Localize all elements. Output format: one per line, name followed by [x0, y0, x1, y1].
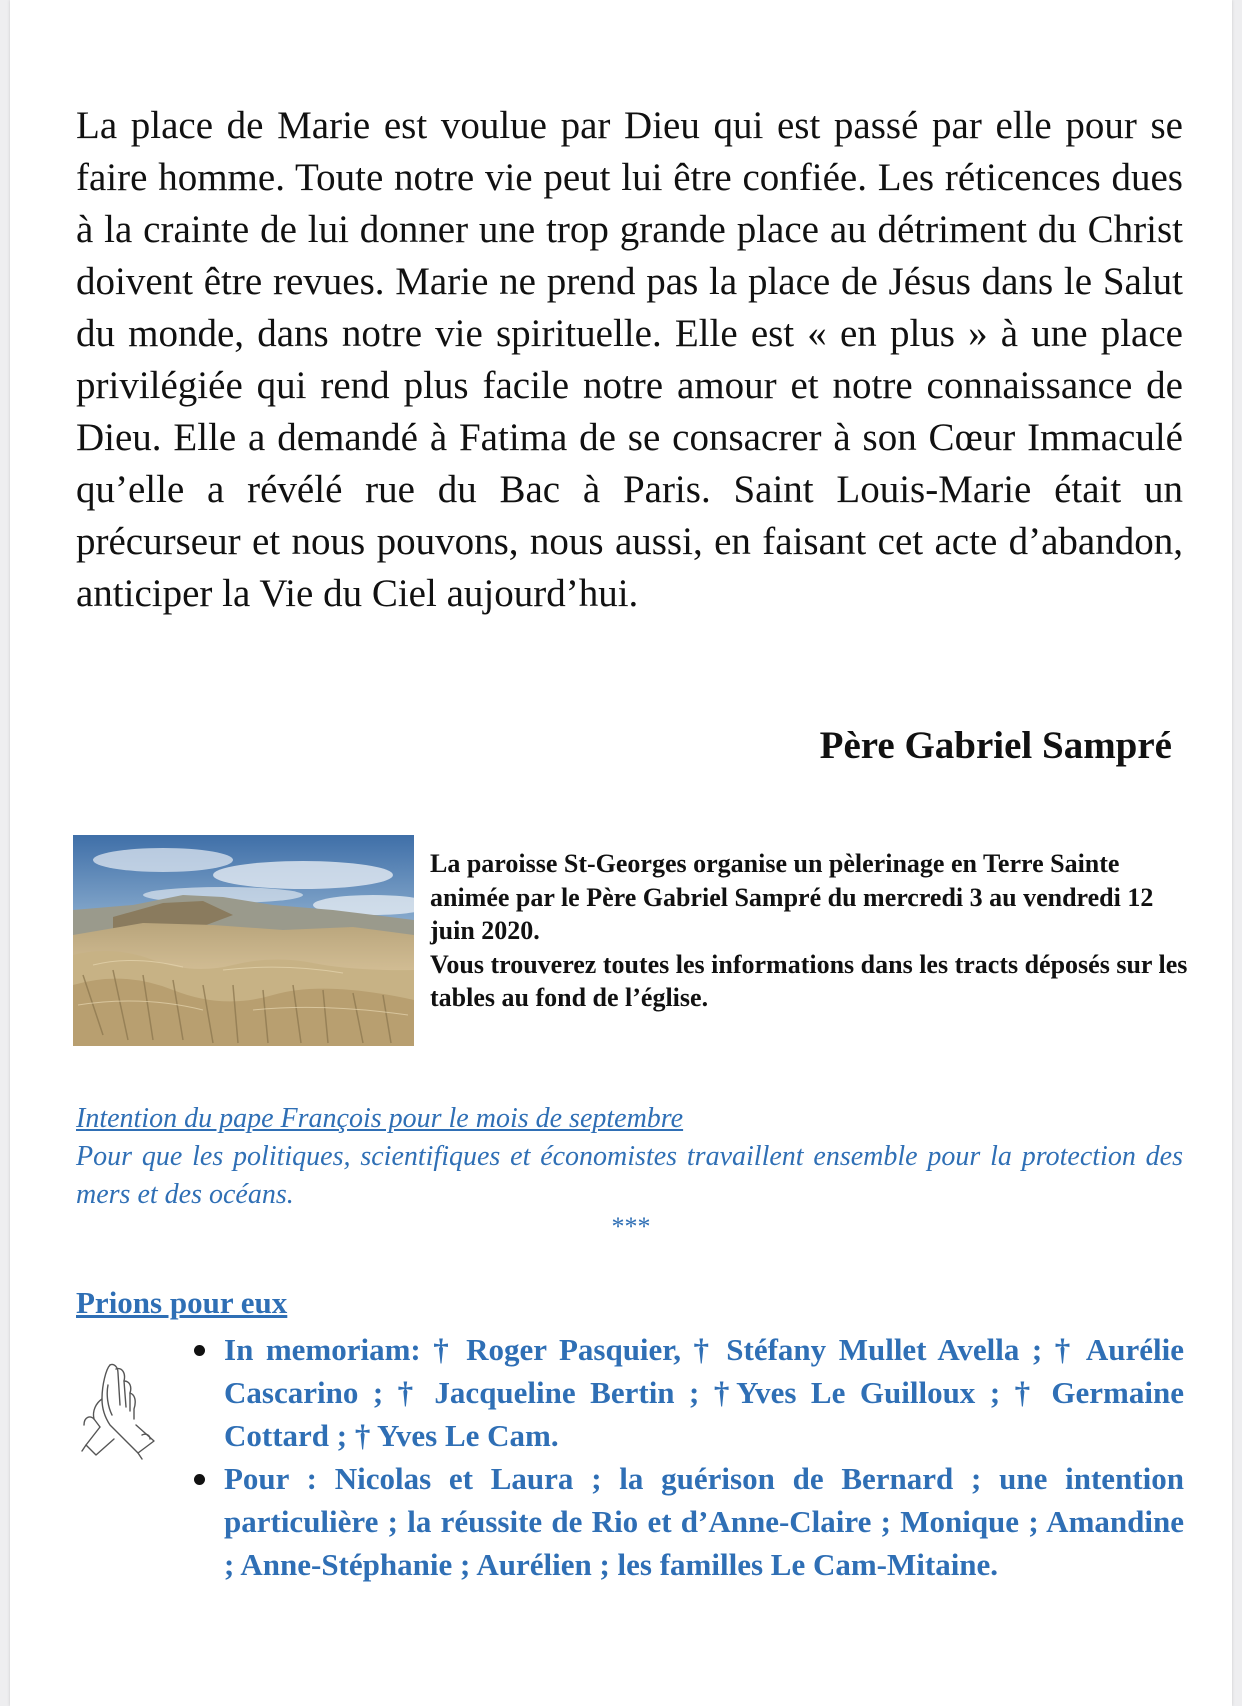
separator: ***	[611, 1212, 651, 1241]
pilgrimage-announcement	[430, 847, 1190, 1015]
intention-text: Pour que les politiques, scientifiques et économistes travaillent ensemble pour la protection des mers et des océans.	[76, 1141, 1183, 1210]
list-item: Pour : Nicolas et Laura ; la guérison de Bernard ; une intention particulière ; la réussite de Rio et d’Anne-Claire ; Monique ; Amandine ; Anne-Stéphanie ; Aurélien ; les familles Le Cam-Mitaine.	[224, 1457, 1184, 1586]
pilgrimage-info: Vous trouverez toutes les informations dans les tracts déposés sur les tables au fond de l’église.	[430, 949, 1188, 1012]
main-paragraph: La place de Marie est voulue par Dieu qui est passé par elle pour se faire homme. Toute notre vie peut lui être confiée. Les réticences dues à la crainte de lui donner une trop grande place au détriment du Christ doivent être revues. Marie ne prend pas la place de Jésus dans le Salut du monde, dans notre vie spirituelle. Elle est « en plus » à une place privilégiée qui rend plus facile notre amour et notre connaissance de Dieu. Elle a demandé à Fatima de se consacrer à son Cœur Immaculé qu’elle a révélé rue du Bac à Paris. Saint Louis-Marie était un précurseur et nous pouvons, nous aussi, en faisant cet acte d’abandon, anticiper la Vie du Ciel aujourd’hui.	[76, 104, 1183, 615]
pope-intention	[76, 1100, 1183, 1214]
prayers-title: Prions pour eux	[76, 1285, 288, 1320]
signature: Père Gabriel Sampré	[819, 724, 1172, 767]
intention-title: Intention du pape François pour le mois de septembre	[76, 1103, 684, 1134]
pilgrimage-text: La paroisse St-Georges organise un pèlerinage en Terre Sainte animée par le Père Gabriel Sampré du mercredi 3 au vendredi 12 juin 2020.	[430, 849, 1154, 945]
prayer-list	[224, 1328, 1184, 1586]
desert-landscape-photo	[73, 835, 414, 1046]
document-page	[10, 0, 1232, 1706]
list-item: In memoriam: † Roger Pasquier, † Stéfany Mullet Avella ; † Aurélie Cascarino ; † Jacqueline Bertin ; †Yves Le Guilloux ; † Germaine Cottard ; † Yves Le Cam.	[224, 1328, 1184, 1457]
praying-hands-icon	[80, 1355, 165, 1460]
